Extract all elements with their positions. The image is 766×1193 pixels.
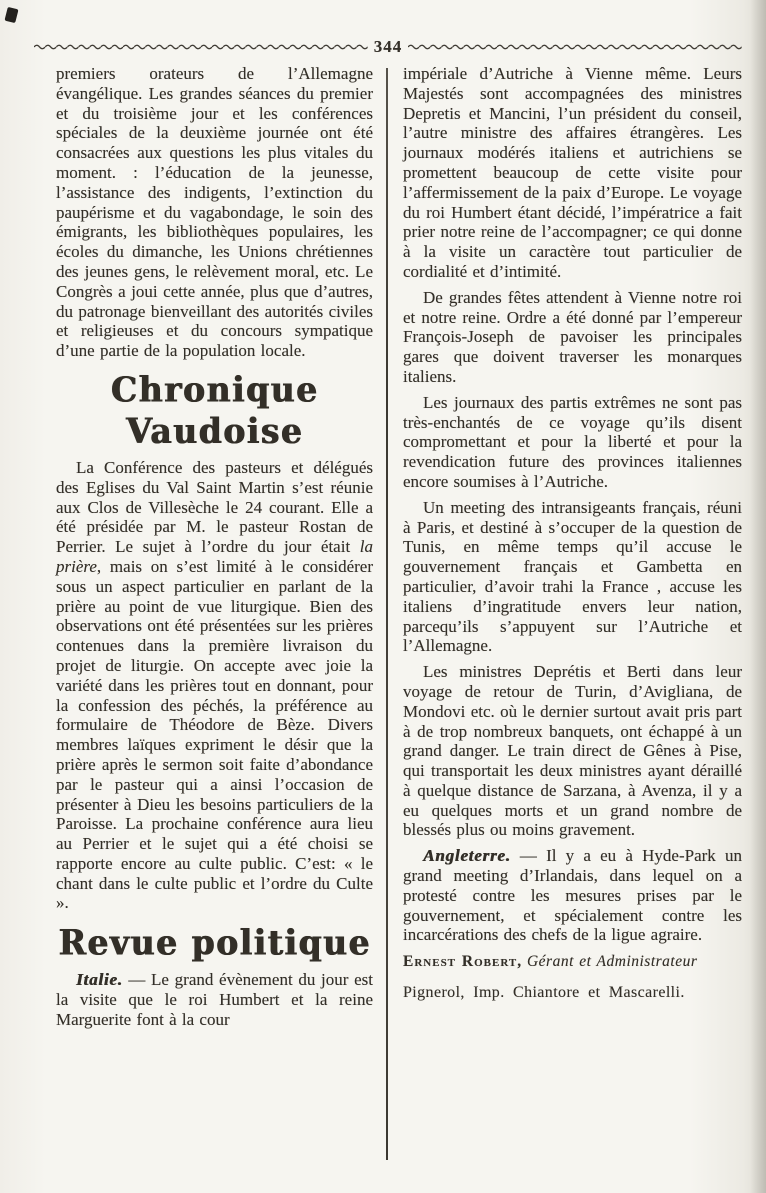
country-lead-angleterre: Angleterre. [423, 846, 511, 866]
paragraph-train-accident: Les ministres Deprétis et Berti dans leur voyage de retour de Turin, d’Avigliana, de Mondovi etc. où le dernier surtout avait pris part à de trop nombreux banquets, ont échappé à un grand danger. Le train direct de Gênes à Pise, qui transportait les deux ministres ayant déraillé à quelque distance de Sarzana, à Avenza, il y a eu quelques morts et un grand nombre de blessés plus ou moins gravement. [403, 662, 742, 840]
country-lead-italie: Italie. [76, 970, 123, 990]
paragraph-congress-continuation: premiers orateurs de l’Allemagne évangélique. Les grandes séances du premier et du troisième jour et les conférences spéciales de la deuxième journée ont été consacrées aux questions les plus vitales du moment. : l’éducation de la jeunesse, l’assistance des indigents, l’extinction du paupérisme et du vagabondage, le soin des émigrants, les bibliothèques populaires, les écoles du dimanche, les Unions chrétiennes des jeunes gens, le relèvement moral, etc. Le Congrès a joui cette année, plus que d’autres, du patronage bienveillant des autorités civiles et religieuses et du concours sympatique d’une partie de la population locale. [56, 64, 373, 361]
section-title-chronique-vaudoise: Chronique Vaudoise [110, 369, 319, 452]
chronique-italic-phrase: la prière [56, 537, 373, 576]
manager-line [403, 945, 742, 974]
manager-name: Ernest Robert, [403, 953, 523, 971]
chronique-text-before: La Conférence des pasteurs et délégués des Eglises du Val Saint Martin s’est réunie aux Clos de Villesèche le 24 courant. Elle a été présidée par M. le pasteur Rostan de Perrier. Le sujet à l’ordre du jour était [56, 457, 373, 557]
imprint-footer [403, 945, 742, 1003]
paragraph-meeting-paris: Un meeting des intransigeants français, réuni à Paris, et destiné à s’occuper de la question de Tunis, en même temps qu’il accuse le gouvernement français et Gambetta en particulier, d’avoir trahi la France , accuse les italiens d’ingratitude envers leur nation, parcequ’ils s’appuyent sur l’Autriche et l’Allemagne. [403, 497, 742, 656]
printer-imprint: Pignerol, Imp. Chiantore et Mascarelli. [403, 984, 685, 1002]
paragraph-partis-extremes: Les journaux des partis extrêmes ne sont pas très-enchantés de ce voyage qu’ils disent compromettant et pour la liberté et pour la revendication future des provinces italiennes encore soumises à l’Autriche. [403, 392, 742, 491]
left-column [56, 64, 386, 1160]
page-number: 344 [373, 37, 403, 56]
wavy-rule-right-icon [408, 43, 742, 51]
two-column-layout [56, 64, 742, 1160]
italie-text: — Le grand évènement du jour est la visite que le roi Humbert et la reine Marguerite font à la cour [56, 970, 373, 1029]
paragraph-vienne-visit: impériale d’Autriche à Vienne même. Leurs Majestés sont accompagnées des ministres Depretis et Mancini, l’un président du conseil, l’autre ministre des affaires étrangères. Les journaux modérés italiens et autrichiens se promettent beaucoup de cette visite pour l’affermissement de la paix d’Europe. Le voyage du roi Humbert étant décidé, l’impératrice a fait prier notre reine de l’accompagner; ce qui donne à la visite un caractère tout particulier de cordialité et d’intimité. [403, 64, 742, 281]
page-header [34, 38, 742, 55]
paragraph-italie [56, 970, 373, 1029]
paragraph-angleterre [403, 846, 742, 945]
paragraph-chronique [56, 458, 373, 913]
right-column [388, 64, 742, 1160]
chronique-text-after: , mais on s’est limité à le considérer sous un aspect particulier en parlant de la prière au point de vue liturgique. Bien des observations ont été présentées sur les prières contenues dans la première livraison du projet de liturgie. On accepte avec joie la variété dans les prières tout en donnant, pour la confession des péchés, la préférence au formulaire de Théodore de Bèze. Divers membres laïques expriment le désir que la prière après le sermon soit faite d’abondance par le pasteur qui a ainsi l’occasion de présenter à Dieu les besoins particuliers de la Paroisse. La prochaine conférence aura lieu au Perrier et le sujet qui a été choisi se rapporte encore au culte public. C’est: « le chant dans le culte public et l’ordre du Culte ». [56, 556, 373, 913]
manager-role: Gérant et Administrateur [526, 953, 698, 971]
paragraph-fetes-vienne: De grandes fêtes attendent à Vienne notre roi et notre reine. Ordre a été donné par l’empereur François-Joseph de pavoiser les principales gares que doivent traverser les monarques italiens. [403, 287, 742, 386]
section-title-revue-politique: Revue politique [58, 922, 371, 964]
ink-blot-artifact [4, 7, 18, 23]
wavy-rule-left-icon [34, 43, 368, 51]
page-edge-shadow [750, 0, 766, 1193]
angleterre-text: — Il y a eu à Hyde-Park un grand meeting d’Irlandais, dans lequel on a protesté contre les mesures prises par le gouvernement, et spécialement contre les incarcérations des chefs de la ligue agraire. [403, 846, 742, 945]
